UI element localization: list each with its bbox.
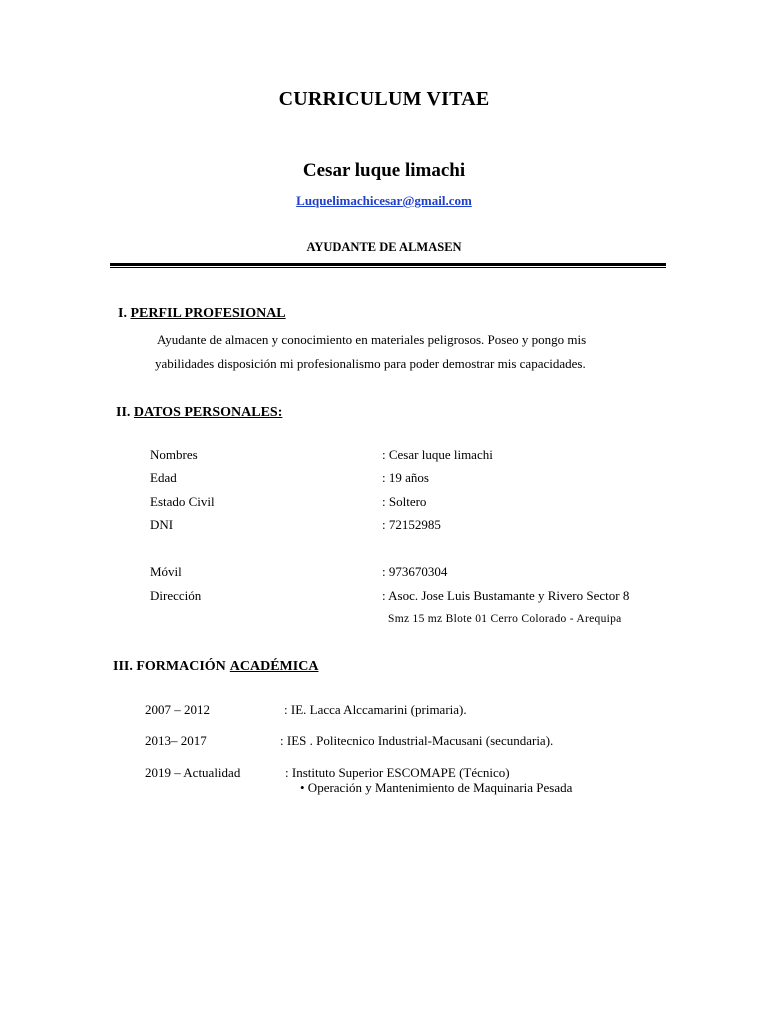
education-school-primaria: : IE. Lacca Alccamarini (primaria). [284,702,467,717]
section-prefix: III. FORMACIÓN [113,659,226,674]
section-datos-heading [116,405,282,421]
section-number: II. [116,405,131,420]
field-value-edad: : 19 años [382,470,429,485]
education-school-secundaria: : IES . Politecnico Industrial-Macusani (secundaria). [280,733,554,748]
field-value-nombres: : Cesar luque limachi [382,447,493,462]
education-years-primaria: 2007 – 2012 [145,702,210,717]
field-label-direccion: Dirección [150,588,202,603]
education-program-bullet: • Operación y Mantenimiento de Maquinaria Pesada [300,780,573,795]
header-divider [110,263,666,266]
job-role: AYUDANTE DE ALMASEN [306,240,462,254]
document-title: CURRICULUM VITAE [278,88,490,110]
section-title: ACADÉMICA [229,659,319,674]
perfil-line-1: Ayudante de almacen y conocimiento en materiales peligrosos. Poseo y pongo mis [157,332,587,347]
candidate-name: Cesar luque limachi [302,160,466,181]
section-number: I. [118,306,127,321]
section-title: DATOS PERSONALES: [133,405,283,420]
field-value-estado-civil: : Soltero [382,494,427,509]
field-label-edad: Edad [150,470,177,485]
field-value-direccion-line-2: Smz 15 mz Blote 01 Cerro Colorado - Arequipa [388,613,622,625]
education-years-secundaria: 2013– 2017 [145,733,207,748]
field-label-estado-civil: Estado Civil [150,494,215,509]
header-divider-thin [110,267,666,268]
field-label-movil: Móvil [150,564,182,579]
education-school-tecnico: : Instituto Superior ESCOMAPE (Técnico) [285,765,510,780]
field-value-direccion: : Asoc. Jose Luis Bustamante y Rivero Sector 8 [382,588,630,603]
field-value-dni: : 72152985 [382,517,441,532]
section-title: PERFIL PROFESIONAL [130,306,286,321]
email-link[interactable]: Luquelimachicesar@gmail.com [296,193,472,208]
field-value-movil: : 973670304 [382,564,448,579]
education-years-tecnico: 2019 – Actualidad [145,765,241,780]
section-formacion-heading [113,659,318,675]
perfil-line-2: yabilidades disposición mi profesionalismo para poder demostrar mis capacidades. [155,356,586,371]
field-label-dni: DNI [150,517,174,532]
section-perfil-heading [118,306,286,322]
field-label-nombres: Nombres [150,447,198,462]
